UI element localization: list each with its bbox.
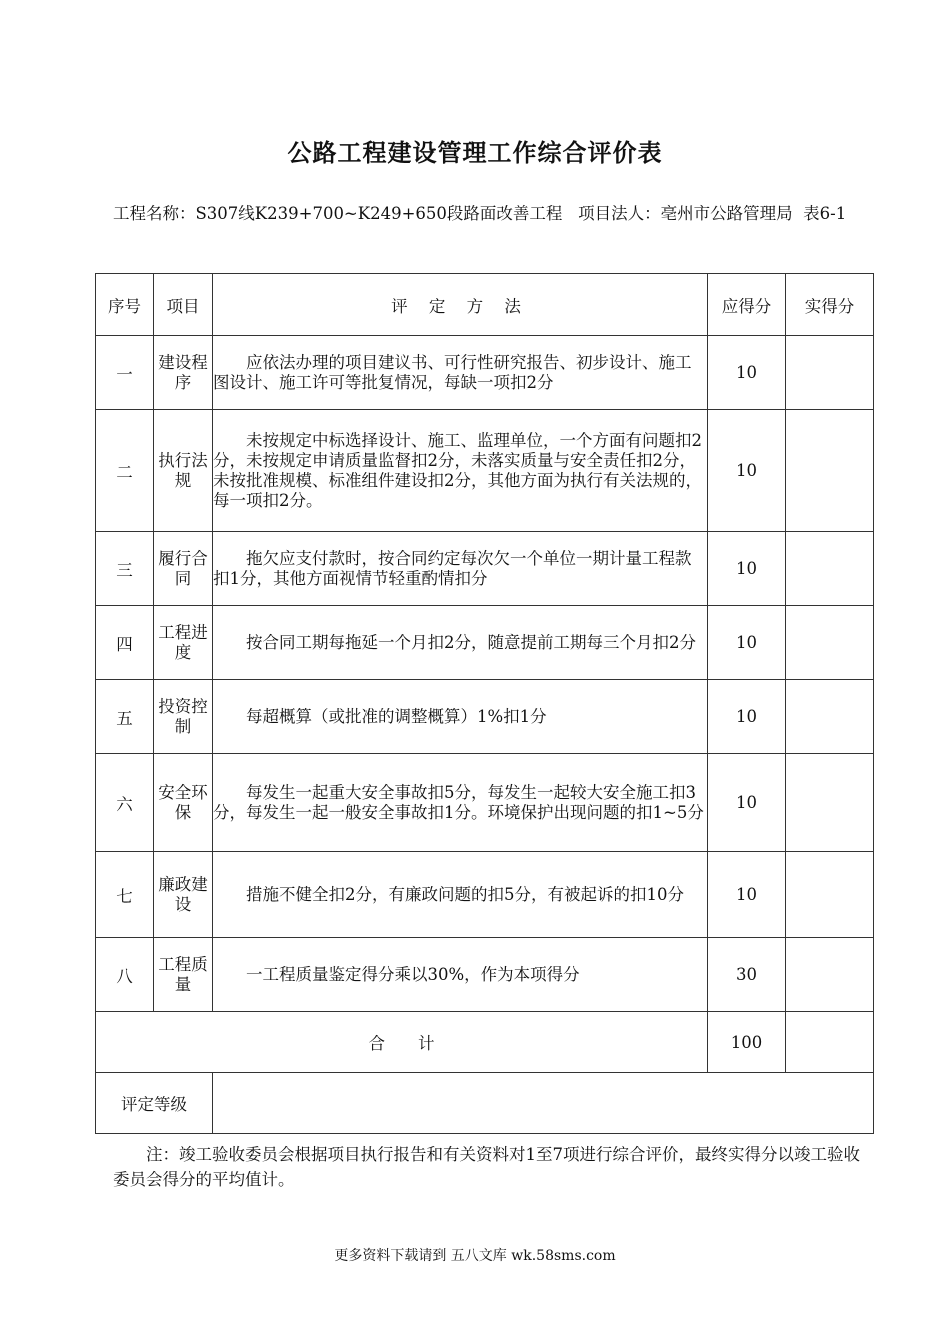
owner-name: 亳州市公路管理局 xyxy=(660,204,793,223)
row-item: 廉政建设 xyxy=(154,852,213,938)
row-max-score: 30 xyxy=(708,938,786,1012)
row-method: 措施不健全扣2分，有廉政问题的扣5分，有被起诉的扣10分 xyxy=(213,852,708,938)
row-seq: 三 xyxy=(96,532,154,606)
row-item: 执行法规 xyxy=(154,410,213,532)
grade-row xyxy=(96,1073,874,1134)
header-method: 评 定 方 法 xyxy=(213,274,708,336)
grade-value[interactable] xyxy=(213,1073,874,1134)
table-row xyxy=(96,410,874,532)
table-row xyxy=(96,680,874,754)
row-seq: 四 xyxy=(96,606,154,680)
row-item: 工程质量 xyxy=(154,938,213,1012)
row-max-score: 10 xyxy=(708,606,786,680)
row-method: 未按规定中标选择设计、施工、监理单位，一个方面有问题扣2分，未按规定申请质量监督扣2分，未落实质量与安全责任扣2分，未按批准规模、标准组件建设扣2分，其他方面为执行有关法规的，每一项扣2分。 xyxy=(213,410,708,532)
row-actual-score[interactable] xyxy=(786,532,874,606)
row-item: 工程进度 xyxy=(154,606,213,680)
table-row xyxy=(96,532,874,606)
project-meta xyxy=(113,201,863,226)
row-method: 每发生一起重大安全事故扣5分，每发生一起较大安全施工扣3分，每发生一起一般安全事故扣1分。环境保护出现问题的扣1~5分 xyxy=(213,754,708,852)
footnote: 注：竣工验收委员会根据项目执行报告和有关资料对1至7项进行综合评价，最终实得分以竣工验收委员会得分的平均值计。 xyxy=(113,1145,860,1189)
row-item: 履行合同 xyxy=(154,532,213,606)
project-label: 工程名称： xyxy=(113,204,196,223)
row-max-score: 10 xyxy=(708,754,786,852)
row-seq: 二 xyxy=(96,410,154,532)
page-title: 公路工程建设管理工作综合评价表 xyxy=(287,138,663,167)
total-max-score: 100 xyxy=(708,1012,786,1073)
row-seq: 五 xyxy=(96,680,154,754)
row-actual-score[interactable] xyxy=(786,852,874,938)
row-actual-score[interactable] xyxy=(786,336,874,410)
row-actual-score[interactable] xyxy=(786,410,874,532)
total-row xyxy=(96,1012,874,1073)
table-row xyxy=(96,336,874,410)
grade-label: 评定等级 xyxy=(96,1073,213,1134)
footer-text: 更多资料下载请到 五八文库 wk.58sms.com xyxy=(334,1248,616,1264)
row-method: 一工程质量鉴定得分乘以30%，作为本项得分 xyxy=(213,938,708,1012)
row-max-score: 10 xyxy=(708,410,786,532)
row-max-score: 10 xyxy=(708,336,786,410)
header-item: 项目 xyxy=(154,274,213,336)
row-max-score: 10 xyxy=(708,532,786,606)
table-row xyxy=(96,938,874,1012)
row-method: 按合同工期每拖延一个月扣2分，随意提前工期每三个月扣2分 xyxy=(213,606,708,680)
project-name: S307线K239+700~K249+650段路面改善工程 xyxy=(195,204,563,223)
total-actual-score[interactable] xyxy=(786,1012,874,1073)
row-actual-score[interactable] xyxy=(786,606,874,680)
table-row xyxy=(96,852,874,938)
row-seq: 一 xyxy=(96,336,154,410)
row-item: 建设程序 xyxy=(154,336,213,410)
table-number: 表6-1 xyxy=(803,204,847,223)
header-max-score: 应得分 xyxy=(708,274,786,336)
row-actual-score[interactable] xyxy=(786,680,874,754)
row-item: 投资控制 xyxy=(154,680,213,754)
total-label: 合 计 xyxy=(96,1012,708,1073)
row-seq: 六 xyxy=(96,754,154,852)
row-max-score: 10 xyxy=(708,680,786,754)
row-actual-score[interactable] xyxy=(786,754,874,852)
row-seq: 八 xyxy=(96,938,154,1012)
row-method: 应依法办理的项目建议书、可行性研究报告、初步设计、施工图设计、施工许可等批复情况，每缺一项扣2分 xyxy=(213,336,708,410)
row-actual-score[interactable] xyxy=(786,938,874,1012)
header-seq: 序号 xyxy=(96,274,154,336)
table-row xyxy=(96,606,874,680)
row-method: 拖欠应支付款时，按合同约定每次欠一个单位一期计量工程款扣1分，其他方面视情节轻重酌情扣分 xyxy=(213,532,708,606)
evaluation-table xyxy=(95,273,874,1134)
row-seq: 七 xyxy=(96,852,154,938)
owner-label: 项目法人： xyxy=(578,204,661,223)
table-row xyxy=(96,754,874,852)
row-max-score: 10 xyxy=(708,852,786,938)
header-actual-score: 实得分 xyxy=(786,274,874,336)
row-item: 安全环保 xyxy=(154,754,213,852)
row-method: 每超概算（或批准的调整概算）1%扣1分 xyxy=(213,680,708,754)
table-header-row xyxy=(96,274,874,336)
